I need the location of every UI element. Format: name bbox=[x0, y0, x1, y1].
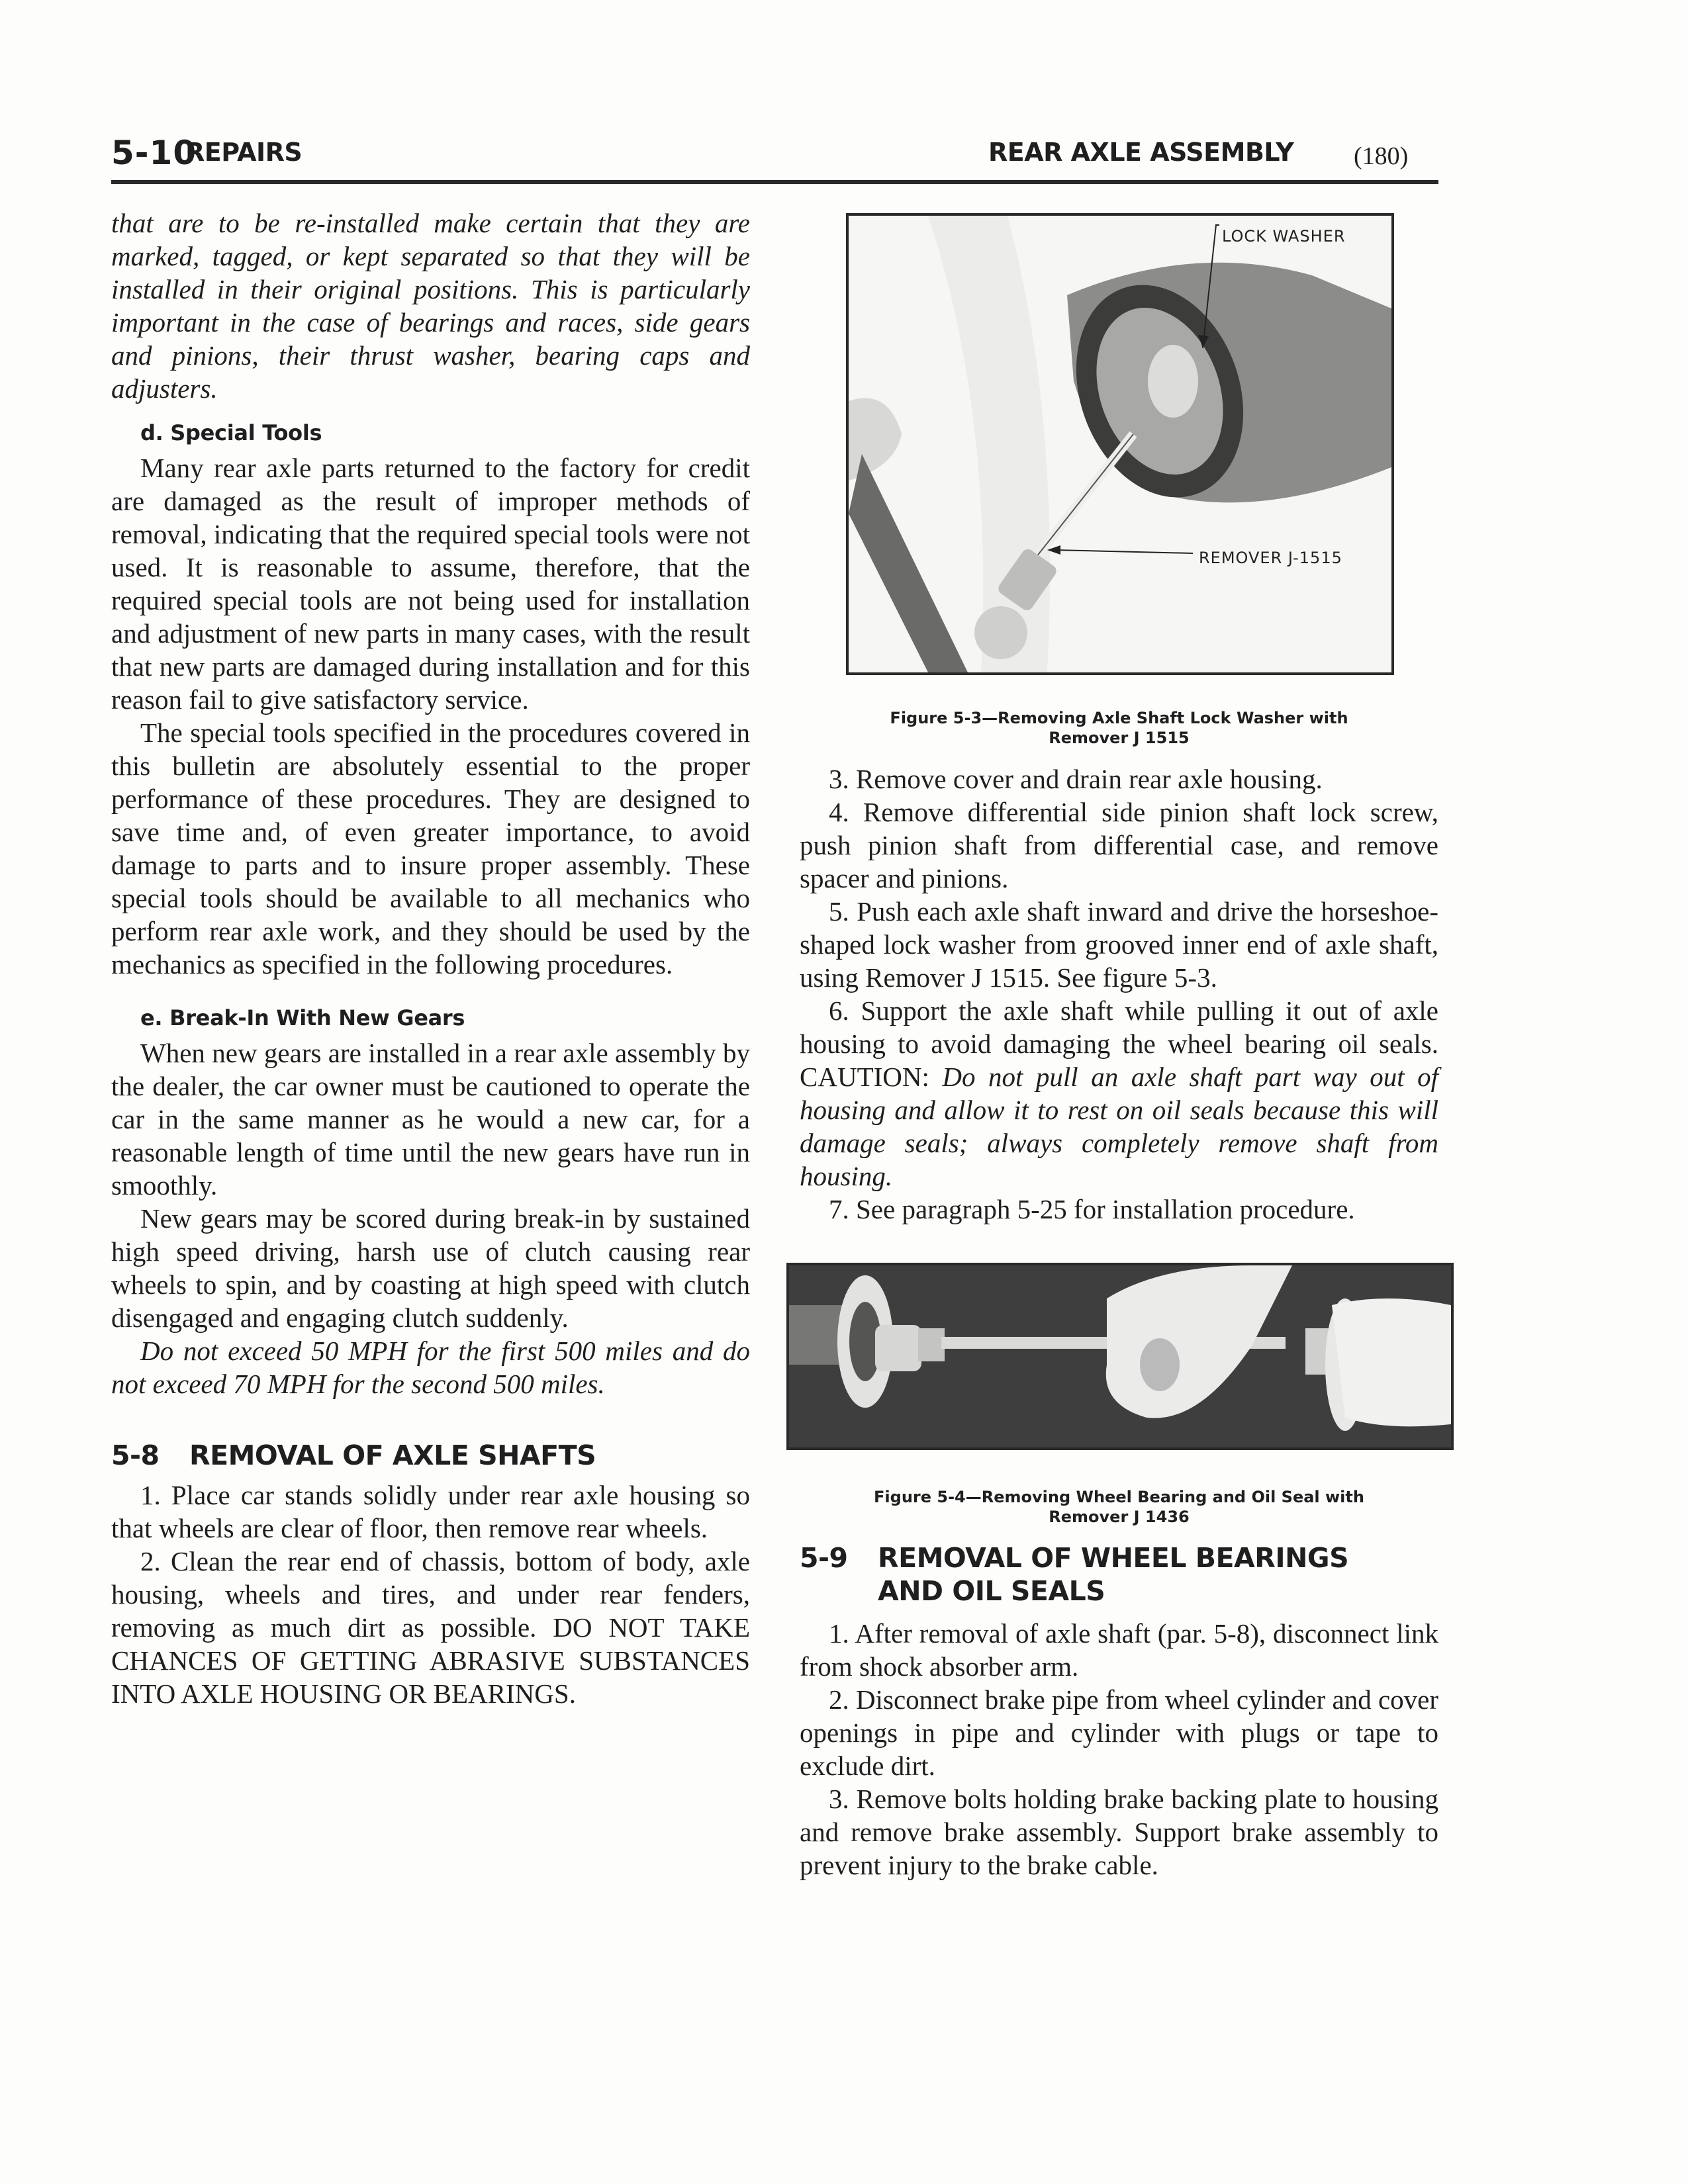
section-heading-title: REMOVAL OF AXLE SHAFTS bbox=[189, 1439, 596, 1471]
figure-5-4-image bbox=[786, 1263, 1454, 1450]
section-heading-5-8 bbox=[111, 1439, 750, 1472]
paragraph: The special tools specified in the procedures covered in this bulletin are absolutely essential to the proper performance of these procedures. They are designed to save time and, of even greater importance, to avoid damage to parts and to insure proper assembly. These special tools should be available to all mechanics who perform rear axle work, and they should be used by the mechanics as specified in the following procedures. bbox=[111, 717, 750, 979]
paragraph: New gears may be scored during break-in by sustained high speed driving, harsh use of clutch causing rear wheels to spin, and by coasting at high speed with clutch disengaged and engaging clutch suddenly. bbox=[111, 1203, 750, 1333]
step: 7. See paragraph 5-25 for installation procedure. bbox=[829, 1194, 1355, 1224]
caption-line: Remover J 1436 bbox=[1049, 1508, 1190, 1526]
section-heading-number: 5-9 bbox=[800, 1542, 848, 1574]
speed-limit-note: Do not exceed 50 MPH for the first 500 miles and do not exceed 70 MPH for the second 500 miles. bbox=[111, 1336, 750, 1399]
subsection-heading-break-in: e. Break-In With New Gears bbox=[140, 1005, 465, 1030]
subsection-heading-special-tools: d. Special Tools bbox=[140, 420, 322, 445]
step-text: 6. Support the axle shaft while pulling it out of axle housing to avoid damaging the wheel bearing oil seals. CAUTION: bbox=[800, 995, 1438, 1092]
step: 4. Remove differential side pinion shaft lock screw, push pinion shaft from differential case, and remove spacer and pinions. bbox=[800, 797, 1438, 893]
section-heading-title: REMOVAL OF WHEEL BEARINGS bbox=[878, 1542, 1349, 1574]
caption-line: Remover J 1515 bbox=[1049, 729, 1190, 747]
figure-5-3-image bbox=[846, 213, 1394, 675]
header-left-title: REPAIRS bbox=[185, 138, 303, 167]
caution-text: Do not pull an axle shaft part way out of housing and allow it to rest on oil seals because this will damage seals; always completely remove shaft from housing. bbox=[800, 1062, 1438, 1191]
paragraph: Many rear axle parts returned to the factory for credit are damaged as the result of improper methods of removal, indicating that the required special tools were not used. It is reasonable to assume, therefore, that the required special tools are not being used for installation and adjustment of new parts in many cases, with the result that new parts are damaged during installation and for this reason fail to give satisfactory service. bbox=[111, 453, 750, 715]
wheel-bearing-remover-illustration bbox=[789, 1265, 1451, 1447]
section-number: 5-10 bbox=[111, 134, 197, 172]
step: 5. Push each axle shaft inward and drive the horseshoe-shaped lock washer from grooved inner end of axle shaft, using Remover J 1515. See figure 5-3. bbox=[800, 896, 1438, 993]
remover-label: REMOVER J-1515 bbox=[1196, 541, 1345, 574]
step: 3. Remove bolts holding brake backing plate to housing and remove brake assembly. Support brake assembly to prevent injury to the brake cable. bbox=[800, 1784, 1438, 1880]
intro-paragraph: that are to be re-installed make certain that they are marked, tagged, or kept separated so that they will be installed in their original positions. This is particularly important in the case of bearings and races, side gears and pinions, their thrust washer, bearing caps and adjusters. bbox=[111, 208, 750, 404]
lock-washer-label: LOCK WASHER bbox=[1219, 220, 1348, 253]
page-header bbox=[111, 132, 1438, 184]
page-number: (180) bbox=[1354, 142, 1409, 170]
step: 2. Clean the rear end of chassis, bottom of body, axle housing, wheels and tires, and under rear fenders, removing as much dirt as possible. DO NOT TAKE CHANCES OF GETTING ABRASIVE SUBSTANCES INTO AXLE HOUSING OR BEARINGS. bbox=[111, 1546, 750, 1709]
axle-housing-illustration bbox=[849, 216, 1391, 672]
step-6 bbox=[800, 994, 1438, 1193]
paragraph: When new gears are installed in a rear axle assembly by the dealer, the car owner must be cautioned to operate the car in the same manner as he would a new car, for a reasonable length of time until the new gears have run in smoothly. bbox=[111, 1038, 750, 1201]
right-column bbox=[800, 206, 1438, 1882]
caption-line: Figure 5-3—Removing Axle Shaft Lock Washer with bbox=[890, 709, 1348, 727]
section-heading-5-9 bbox=[800, 1541, 1438, 1608]
caption-line: Figure 5-4—Removing Wheel Bearing and Oil Seal with bbox=[874, 1488, 1364, 1506]
step: 1. After removal of axle shaft (par. 5-8), disconnect link from shock absorber arm. bbox=[800, 1618, 1438, 1682]
section-heading-number: 5-8 bbox=[111, 1439, 160, 1471]
step: 1. Place car stands solidly under rear axle housing so that wheels are clear of floor, then remove rear wheels. bbox=[111, 1480, 750, 1543]
section-heading-title-line2: AND OIL SEALS bbox=[878, 1575, 1105, 1607]
left-column bbox=[111, 206, 750, 1710]
header-right-title: REAR AXLE ASSEMBLY bbox=[988, 138, 1294, 167]
figure-5-3-caption bbox=[800, 708, 1438, 748]
figure-5-4-caption bbox=[800, 1487, 1438, 1527]
step: 2. Disconnect brake pipe from wheel cylinder and cover openings in pipe and cylinder with plugs or tape to exclude dirt. bbox=[800, 1684, 1438, 1781]
step: 3. Remove cover and drain rear axle housing. bbox=[829, 764, 1323, 794]
